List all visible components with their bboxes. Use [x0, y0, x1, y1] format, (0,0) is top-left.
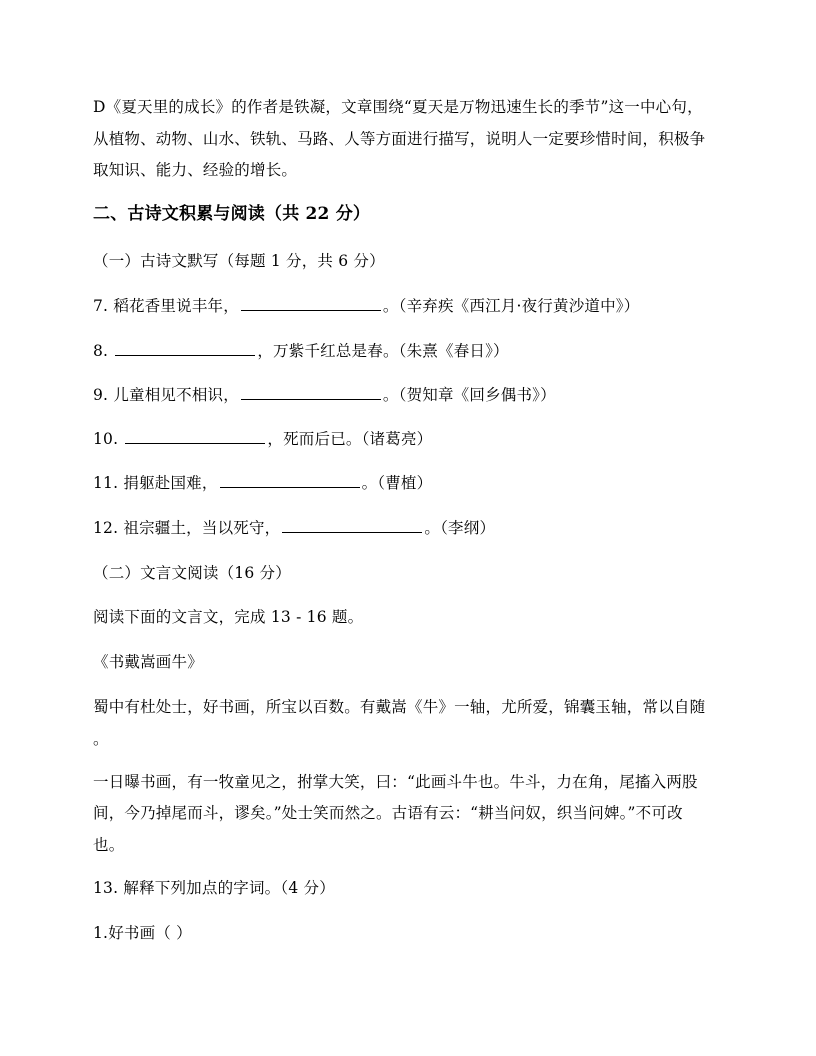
question-8-text: ，万紫千红总是春。（朱熹《春日》）: [257, 342, 509, 360]
answer-blank-9[interactable]: [241, 384, 381, 400]
subsection-classical-reading: （二）文言文阅读（16 分）: [93, 564, 291, 582]
question-8: [93, 340, 733, 362]
paragraph-d-line-3: 取知识、能力、经验的增长。: [93, 161, 298, 179]
question-10-text: ，死而后已。（诸葛亮）: [267, 430, 433, 448]
question-13-item-1: 1.好书画（ ）: [93, 924, 192, 942]
question-12: [93, 517, 733, 539]
answer-blank-8[interactable]: [115, 340, 255, 356]
question-10: [93, 428, 733, 450]
passage-title: 《书戴嵩画牛》: [93, 653, 203, 671]
answer-blank-11[interactable]: [220, 472, 360, 488]
question-12-text: 12. 祖宗疆土，当以死守，: [93, 519, 281, 537]
section-heading: 二、古诗文积累与阅读（共 22 分）: [93, 204, 371, 224]
question-11-source: 。（曹植）: [361, 474, 433, 492]
answer-blank-7[interactable]: [241, 295, 381, 311]
passage-paragraph-2-line-1: 一日曝书画，有一牧童见之，拊掌大笑，曰：“此画斗牛也。牛斗，力在角，尾搐入两股: [93, 773, 698, 791]
answer-blank-12[interactable]: [282, 517, 422, 533]
question-13: 13. 解释下列加点的字词。（4 分）: [93, 879, 335, 897]
question-8-number: 8.: [93, 342, 109, 360]
passage-paragraph-1-line-1: 蜀中有杜处士，好书画，所宝以百数。有戴嵩《牛》一轴，尤所爱，锦囊玉轴，常以自随: [93, 698, 706, 716]
question-9-source: 。（贺知章《回乡偶书》）: [382, 386, 556, 404]
paragraph-d-line-2: 从植物、动物、山水、铁轨、马路、人等方面进行描写，说明人一定要珍惜时间，积极争: [93, 130, 706, 148]
passage-paragraph-2-line-2: 间，今乃掉尾而斗，谬矣。”处士笑而然之。古语有云：“耕当问奴，织当问婢。”不可改: [93, 804, 683, 822]
question-7-text: 7. 稻花香里说丰年，: [93, 297, 239, 315]
subsection-poetry-dictation: （一）古诗文默写（每题 1 分，共 6 分）: [93, 252, 385, 270]
question-10-number: 10.: [93, 430, 119, 448]
passage-paragraph-1-line-2: 。: [93, 730, 109, 748]
question-11: [93, 472, 733, 494]
question-7-source: 。（辛弃疾《西江月·夜行黄沙道中》）: [382, 297, 640, 315]
question-11-text: 11. 捐躯赴国难，: [93, 474, 218, 492]
question-9: [93, 384, 733, 406]
answer-blank-10[interactable]: [125, 428, 265, 444]
passage-paragraph-2-line-3: 也。: [93, 836, 125, 854]
reading-instruction: 阅读下面的文言文，完成 13 - 16 题。: [93, 608, 364, 626]
paragraph-d-line-1: D《夏天里的成长》的作者是铁凝，文章围绕“夏天是万物迅速生长的季节”这一中心句，: [93, 98, 703, 116]
question-9-text: 9. 儿童相见不相识，: [93, 386, 239, 404]
question-7: [93, 295, 733, 317]
question-12-source: 。（李纲）: [424, 519, 496, 537]
